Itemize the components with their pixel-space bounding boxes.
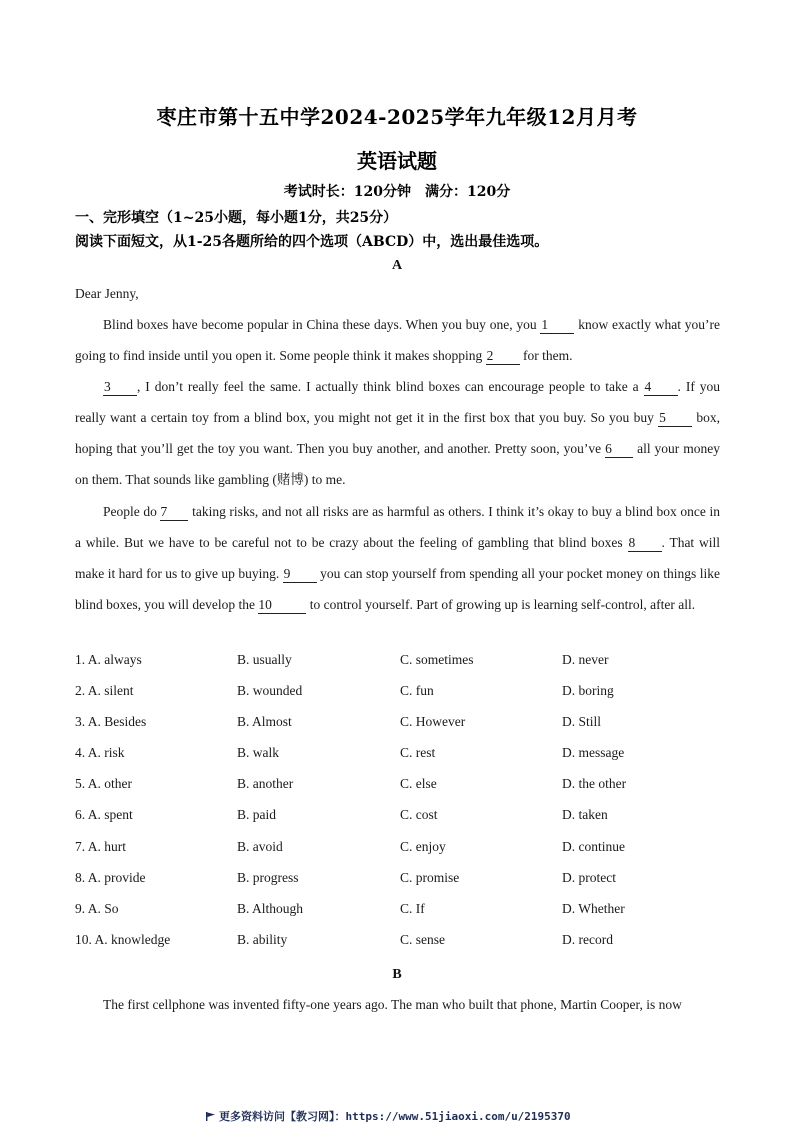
- question-row: [75, 714, 725, 745]
- passage-text: taking risks, and not all risks are as harmful as others. I think it’s okay to buy a blind box once in a while. But we have to be careful not to be crazy about the feeling of gambling that blind boxes: [75, 504, 720, 550]
- passage-text: you can stop yourself from spending all your pocket money on things like blind boxes, you will develop the: [75, 566, 720, 612]
- option-b: B. Although: [237, 900, 304, 916]
- blank-6: 6: [605, 441, 633, 458]
- option-b: B. ability: [237, 931, 288, 947]
- blank-2: 2: [486, 348, 520, 365]
- option-c: C. fun: [400, 683, 434, 699]
- flag-icon: [206, 1112, 215, 1121]
- part1-heading: 一、完形填空（1~25小题，每小题1分，共25分）: [75, 210, 398, 226]
- option-b: B. paid: [237, 807, 276, 823]
- option-b: B. another: [237, 776, 294, 792]
- passage-text: know exactly what you’re going to find inside until you open it. Some people think it makes shopping: [75, 317, 720, 363]
- part1-instruction: 阅读下面短文，从1-25各题所给的四个选项（ABCD）中，选出最佳选项。: [75, 234, 549, 250]
- exam-info: 考试时长：120分钟 满分：120分: [283, 184, 511, 200]
- option-c: C. promise: [400, 869, 460, 885]
- passage-text: for them.: [519, 348, 573, 363]
- question-row: [75, 839, 725, 870]
- question-row: [75, 745, 725, 776]
- passage-text: , I don’t really feel the same. I actually think blind boxes can encourage people to take a: [137, 379, 644, 394]
- option-a: 3. A. Besides: [75, 714, 147, 730]
- flag-cloth: [207, 1112, 215, 1117]
- option-c: C. cost: [400, 807, 438, 823]
- option-b: B. progress: [237, 869, 299, 885]
- option-a: 2. A. silent: [75, 683, 134, 699]
- option-b: B. usually: [237, 652, 292, 667]
- passage-text: box, hoping that you’ll get the toy you want. Then you buy another, and another. Pretty soon, you’ve: [75, 410, 720, 456]
- passage-text: . If you really want a certain toy from a blind box, you might not get it in the first box that you buy. So you buy: [75, 379, 720, 425]
- passage-text: to control yourself. Part of growing up is learning self-control, after all.: [306, 597, 696, 612]
- footer-link[interactable]: https://www.51jiaoxi.com/u/2195370: [345, 1110, 571, 1123]
- option-d: D. Whether: [562, 900, 625, 916]
- option-b: B. walk: [237, 745, 279, 761]
- option-d: D. protect: [562, 869, 616, 885]
- passage-a-label: A: [391, 258, 403, 273]
- blank-1: 1: [540, 317, 574, 334]
- blank-9: 9: [283, 566, 317, 583]
- option-c: C. If: [400, 900, 425, 916]
- blank-4: 4: [644, 379, 678, 396]
- option-d: D. Still: [562, 714, 602, 730]
- option-a: 8. A. provide: [75, 869, 146, 885]
- question-row: [75, 776, 725, 807]
- passage-text: Blind boxes have become popular in China these days. When you buy one, you: [103, 317, 541, 332]
- passage-text: People do: [103, 504, 161, 519]
- option-d: D. boring: [562, 683, 614, 699]
- blank-3: 3: [103, 379, 137, 396]
- blank-5: 5: [658, 410, 692, 427]
- passage-a-paragraph-2: [75, 371, 720, 495]
- option-a: 10. A. knowledge: [75, 931, 171, 947]
- passage-text: . That will make it hard for us to give up buying.: [75, 535, 720, 581]
- option-c: C. sense: [400, 931, 445, 947]
- blank-7: 7: [160, 504, 188, 521]
- option-c: C. rest: [400, 745, 436, 761]
- option-d: D. the other: [562, 776, 627, 792]
- option-d: D. never: [562, 652, 609, 667]
- option-c: C. sometimes: [400, 652, 474, 667]
- option-c: C. enjoy: [400, 838, 446, 854]
- option-a: 4. A. risk: [75, 745, 125, 761]
- option-a: 9. A. So: [75, 900, 119, 916]
- footer-banner: [206, 1108, 571, 1124]
- question-row: [75, 652, 725, 683]
- option-a: 7. A. hurt: [75, 838, 127, 854]
- option-d: D. continue: [562, 838, 625, 854]
- option-b: B. avoid: [237, 838, 283, 854]
- question-row: [75, 683, 725, 714]
- blank-10: 10: [258, 597, 306, 614]
- option-a: 5. A. other: [75, 776, 132, 792]
- option-c: C. However: [400, 714, 466, 730]
- option-d: D. taken: [562, 807, 608, 823]
- passage-a-paragraph-3: [75, 496, 720, 620]
- passage-text: all your money on them. That sounds like gambling (赌博) to me.: [75, 441, 720, 487]
- passage-b-paragraph-1: [75, 989, 720, 1020]
- question-row: [75, 901, 725, 932]
- letter-salutation: Dear Jenny,: [75, 286, 139, 301]
- question-options: [75, 652, 725, 963]
- exam-title: 枣庄市第十五中学2024-2025学年九年级12月月考: [156, 105, 638, 129]
- blank-8: 8: [628, 535, 662, 552]
- option-d: D. record: [562, 931, 613, 947]
- option-c: C. else: [400, 776, 437, 792]
- option-d: D. message: [562, 745, 625, 761]
- passage-b-label: B: [392, 967, 402, 982]
- footer-prefix: 更多资料访问【教习网】：: [219, 1110, 346, 1123]
- option-a: 6. A. spent: [75, 807, 133, 823]
- option-a: 1. A. always: [75, 652, 142, 667]
- passage-text: The first cellphone was invented fifty-one years ago. The man who built that phone, Martin Cooper, is now: [103, 997, 682, 1012]
- exam-subject: 英语试题: [357, 149, 437, 173]
- question-row: [75, 807, 725, 838]
- option-b: B. Almost: [237, 714, 292, 730]
- passage-a-paragraph-1: [75, 309, 720, 371]
- question-row: [75, 870, 725, 901]
- option-b: B. wounded: [237, 683, 303, 699]
- question-row: [75, 932, 725, 963]
- flag-pole: [206, 1112, 207, 1121]
